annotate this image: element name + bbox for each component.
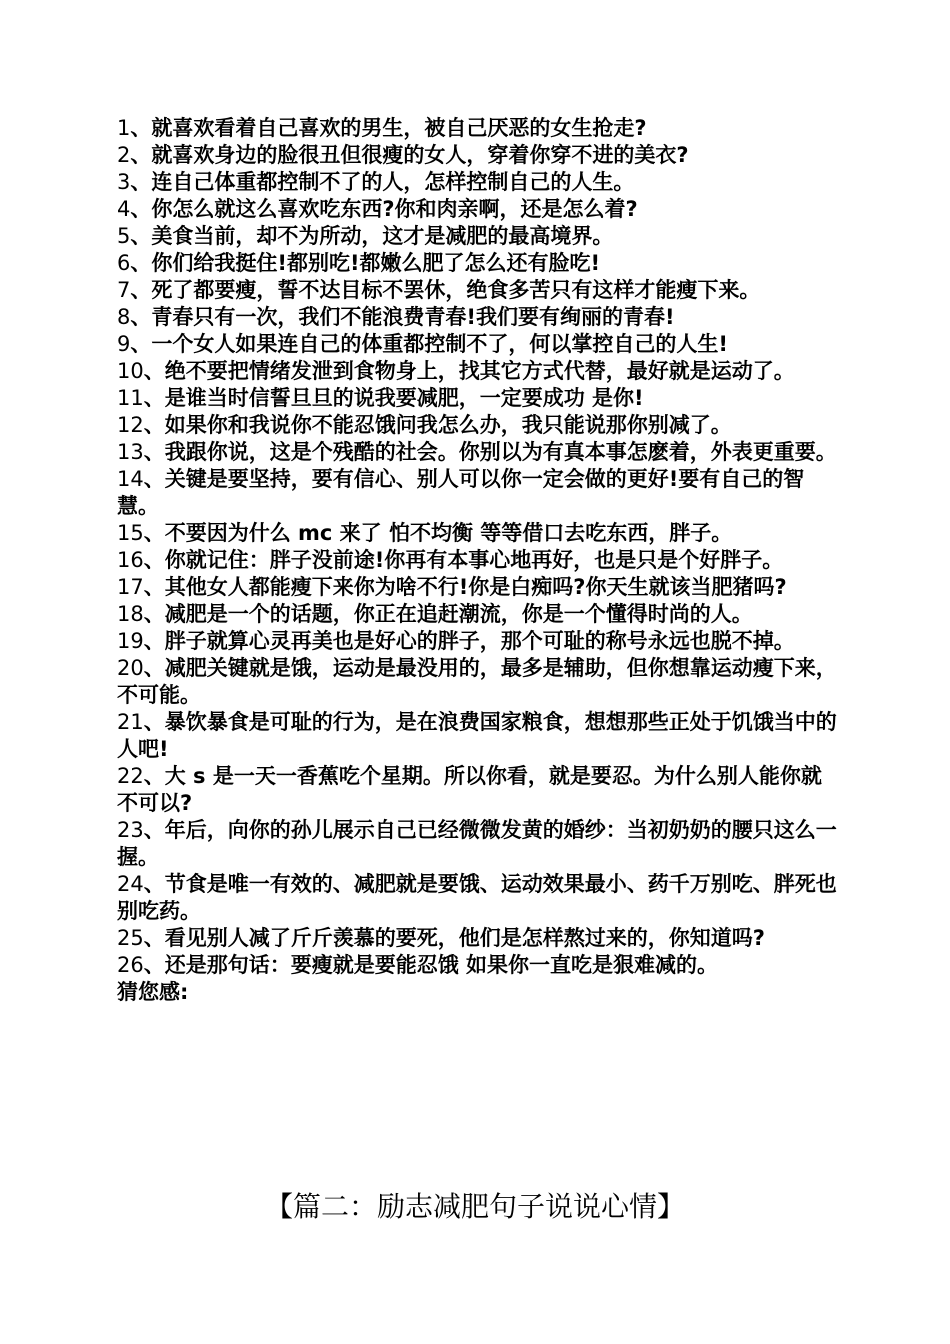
guess-you-like-label: 猜您感:	[117, 980, 189, 1004]
item-number: 20	[117, 656, 144, 680]
quote-list	[117, 115, 837, 1006]
list-item	[117, 952, 837, 979]
item-number: 4	[117, 197, 131, 221]
item-number: 15	[117, 521, 144, 545]
item-number: 13	[117, 440, 144, 464]
item-number: 21	[117, 710, 144, 734]
item-text: 、其他女人都能瘦下来你为啥不行!你是白痴吗?你天生就该当肥猪吗?	[143, 575, 787, 599]
item-text: 、就喜欢看着自己喜欢的男生，被自己厌恶的女生抢走?	[130, 116, 647, 140]
item-number: 26	[117, 953, 144, 977]
item-text: 、减肥是一个的话题，你正在追赶潮流，你是一个懂得时尚的人。	[143, 602, 753, 626]
list-item	[117, 115, 837, 142]
list-item	[117, 223, 837, 250]
item-text: 、死了都要瘦，誓不达目标不罢休，绝食多苦只有这样才能瘦下来。	[130, 278, 761, 302]
item-text: 、你就记住：胖子没前途!你再有本事心地再好，也是只是个好胖子。	[143, 548, 784, 572]
item-text: 、你们给我挺住!都别吃!都嫩么肥了怎么还有脸吃!	[130, 251, 601, 275]
list-item	[117, 304, 837, 331]
list-item	[117, 277, 837, 304]
item-number: 3	[117, 170, 131, 194]
list-item	[117, 655, 837, 709]
item-number: 7	[117, 278, 131, 302]
item-text: 、是谁当时信誓旦旦的说我要减肥，一定要成功 是你!	[143, 386, 644, 410]
item-number: 14	[117, 467, 144, 491]
list-item	[117, 709, 837, 763]
item-number: 22	[117, 764, 144, 788]
item-number: 17	[117, 575, 144, 599]
list-item	[117, 520, 837, 547]
item-number: 1	[117, 116, 131, 140]
list-item	[117, 763, 837, 817]
list-item	[117, 817, 837, 871]
item-number: 23	[117, 818, 144, 842]
list-item	[117, 385, 837, 412]
item-number: 25	[117, 926, 144, 950]
list-item	[117, 412, 837, 439]
item-text: 、你怎么就这么喜欢吃东西?你和肉亲啊，还是怎么着?	[130, 197, 638, 221]
list-item	[117, 196, 837, 223]
item-text: 、大 s 是一天一香蕉吃个星期。所以你看，就是要忍。为什么别人能你就不可以?	[117, 764, 822, 815]
item-number: 11	[117, 386, 144, 410]
list-item	[117, 574, 837, 601]
item-text: 、如果你和我说你不能忍饿问我怎么办，我只能说那你别减了。	[143, 413, 732, 437]
item-number: 6	[117, 251, 131, 275]
item-text: 、连自己体重都控制不了的人，怎样控制自己的人生。	[130, 170, 635, 194]
list-item	[117, 601, 837, 628]
item-number: 10	[117, 359, 144, 383]
item-number: 5	[117, 224, 131, 248]
item-text: 、节食是唯一有效的、减肥就是要饿、运动效果最小、药千万别吃、胖死也别吃药。	[117, 872, 837, 923]
list-item	[117, 331, 837, 358]
item-text: 、一个女人如果连自己的体重都控制不了，何以掌控自己的人生!	[130, 332, 728, 356]
list-item	[117, 466, 837, 520]
item-number: 12	[117, 413, 144, 437]
item-number: 2	[117, 143, 131, 167]
item-text: 、美食当前，却不为所动，这才是减肥的最高境界。	[130, 224, 614, 248]
list-item	[117, 925, 837, 952]
item-number: 8	[117, 305, 131, 329]
item-text: 、绝不要把情绪发泄到食物身上，找其它方式代替，最好就是运动了。	[143, 359, 795, 383]
item-text: 、暴饮暴食是可耻的行为，是在浪费国家粮食，想想那些正处于饥饿当中的人吧!	[117, 710, 837, 761]
list-item	[117, 871, 837, 925]
item-number: 16	[117, 548, 144, 572]
list-item	[117, 439, 837, 466]
item-text: 、还是那句话：要瘦就是要能忍饿 如果你一直吃是狠难减的。	[143, 953, 719, 977]
item-number: 9	[117, 332, 131, 356]
item-text: 、就喜欢身边的脸很丑但很瘦的女人，穿着你穿不进的美衣?	[130, 143, 689, 167]
item-number: 18	[117, 602, 144, 626]
item-text: 、胖子就算心灵再美也是好心的胖子，那个可耻的称号永远也脱不掉。	[143, 629, 795, 653]
item-text: 、减肥关键就是饿，运动是最没用的，最多是辅助，但你想靠运动瘦下来，不可能。	[117, 656, 837, 707]
list-item	[117, 358, 837, 385]
item-text: 、看见别人减了斤斤羡慕的要死，他们是怎样熬过来的，你知道吗?	[143, 926, 765, 950]
list-item	[117, 250, 837, 277]
list-item	[117, 142, 837, 169]
list-item	[117, 628, 837, 655]
item-text: 、关键是要坚持，要有信心、别人可以你一定会做的更好!要有自己的智慧。	[117, 467, 805, 518]
list-item	[117, 169, 837, 196]
list-item	[117, 547, 837, 574]
item-text: 、我跟你说，这是个残酷的社会。你别以为有真本事怎麽着，外表更重要。	[143, 440, 837, 464]
item-number: 19	[117, 629, 144, 653]
item-number: 24	[117, 872, 144, 896]
item-text: 、年后，向你的孙儿展示自己已经微微发黄的婚纱：当初奶奶的腰只这么一握。	[117, 818, 837, 869]
item-text: 、青春只有一次，我们不能浪费青春!我们要有绚丽的青春!	[130, 305, 675, 329]
item-text: 、不要因为什么 mc 来了 怕不均衡 等等借口去吃东西，胖子。	[143, 521, 733, 545]
section-heading: 【篇二：励志减肥句子说说心情】	[264, 1190, 685, 1223]
